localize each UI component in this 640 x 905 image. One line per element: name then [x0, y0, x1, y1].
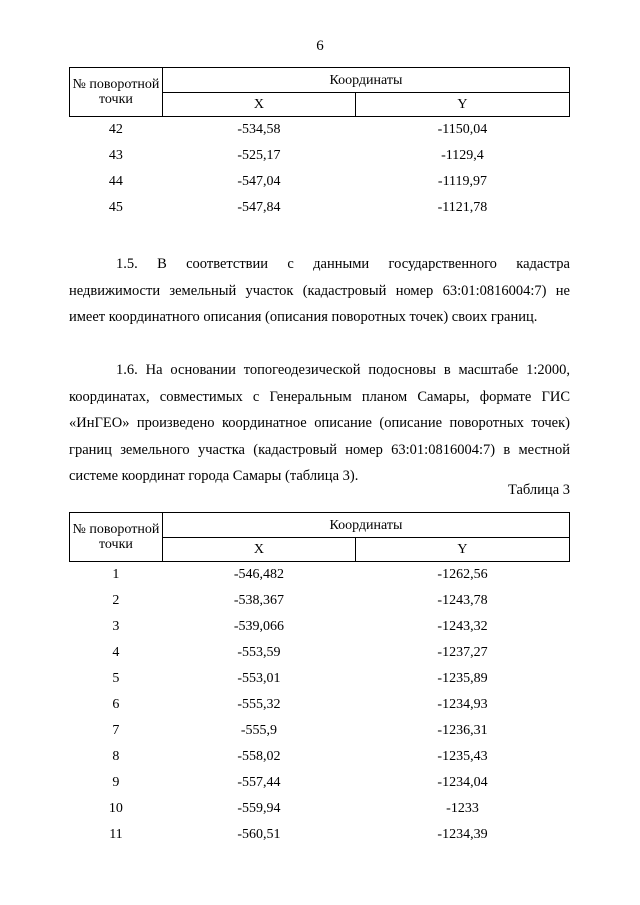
header-coordinates: Координаты: [162, 68, 569, 93]
cell-point-number: 11: [109, 827, 123, 842]
cell-x: -553,59: [237, 645, 281, 660]
cell-x: -557,44: [237, 775, 281, 790]
page-number: 6: [316, 38, 324, 54]
cell-x: -538,367: [233, 593, 284, 608]
table-row: [70, 744, 570, 770]
header-x: X: [162, 538, 355, 562]
cell-x: -555,9: [240, 723, 277, 738]
cell-x: -559,94: [237, 801, 281, 816]
cell-y: -1235,89: [437, 671, 488, 686]
cell-x: -553,01: [237, 671, 281, 686]
cell-point-number: 45: [108, 200, 123, 215]
cell-x: -560,51: [237, 827, 281, 842]
cell-point-number: 44: [108, 174, 123, 189]
cell-y: -1119,97: [437, 174, 488, 189]
cell-point-number: 9: [112, 775, 120, 790]
header-point-number: № поворотной точки: [70, 513, 163, 562]
cell-x: -539,066: [233, 619, 284, 634]
cell-y: -1235,43: [437, 749, 488, 764]
table-row: [70, 195, 570, 221]
cell-point-number: 10: [108, 801, 123, 816]
cell-point-number: 3: [112, 619, 120, 634]
cell-y: -1129,4: [441, 148, 484, 163]
table-row: [70, 117, 570, 144]
cell-point-number: 5: [112, 671, 120, 686]
cell-point-number: 43: [108, 148, 123, 163]
table-body: [70, 562, 570, 849]
cell-point-number: 8: [112, 749, 120, 764]
table-row: [70, 692, 570, 718]
header-point-number: № поворотной точки: [70, 68, 163, 117]
table-row: [70, 640, 570, 666]
cell-point-number: 6: [112, 697, 120, 712]
table-row: [70, 562, 570, 589]
cell-x: -555,32: [237, 697, 281, 712]
table-caption: Таблица 3: [507, 482, 570, 498]
cell-x: -525,17: [237, 148, 281, 163]
cell-y: -1234,39: [437, 827, 488, 842]
table-body: [70, 117, 570, 222]
header-x: X: [162, 93, 355, 117]
cell-y: -1243,32: [437, 619, 488, 634]
cell-x: -547,04: [237, 174, 281, 189]
cell-y: -1150,04: [437, 122, 488, 137]
cell-point-number: 42: [108, 122, 123, 137]
cell-point-number: 1: [112, 567, 120, 582]
cell-x: -547,84: [237, 200, 281, 215]
table-row: [70, 614, 570, 640]
cell-x: -546,482: [233, 567, 284, 582]
header-y: Y: [355, 93, 569, 117]
cell-y: -1233: [446, 801, 479, 816]
table-row: [70, 588, 570, 614]
cell-point-number: 2: [112, 593, 120, 608]
cell-y: -1234,04: [437, 775, 488, 790]
cell-y: -1121,78: [437, 200, 488, 215]
cell-x: -558,02: [237, 749, 281, 764]
coordinates-table-top: [69, 67, 570, 221]
coordinates-table-3: [69, 512, 570, 848]
cell-y: -1243,78: [437, 593, 488, 608]
table-row: [70, 770, 570, 796]
table-row: [70, 718, 570, 744]
cell-y: -1237,27: [437, 645, 488, 660]
table-row: [70, 169, 570, 195]
cell-x: -534,58: [237, 122, 281, 137]
cell-y: -1234,93: [437, 697, 488, 712]
table-row: [70, 796, 570, 822]
cell-y: -1262,56: [437, 567, 488, 582]
cell-y: -1236,31: [437, 723, 488, 738]
cell-point-number: 7: [112, 723, 120, 738]
table-row: [70, 666, 570, 692]
paragraph-1-5: 1.5. В соответствии с данными государственного кадастра недвижимости земельный участок (кадастровый номер 63:01:0816004:7) не имеет координатного описания (описания поворотных точек) своих границ.: [69, 256, 570, 325]
cell-point-number: 4: [112, 645, 120, 660]
table-row: [70, 822, 570, 848]
table-row: [70, 143, 570, 169]
header-coordinates: Координаты: [162, 513, 569, 538]
paragraph-1-6: 1.6. На основании топогеодезической подосновы в масштабе 1:2000, координатах, совместимых с Генеральным планом Самары, формате ГИС «ИнГЕО» произведено координатное описание (описание поворотных точек) границ земельного участка (кадастровый номер 63:01:0816004:7) в местной системе координат города Самары (таблица 3).: [69, 362, 570, 484]
header-y: Y: [355, 538, 569, 562]
